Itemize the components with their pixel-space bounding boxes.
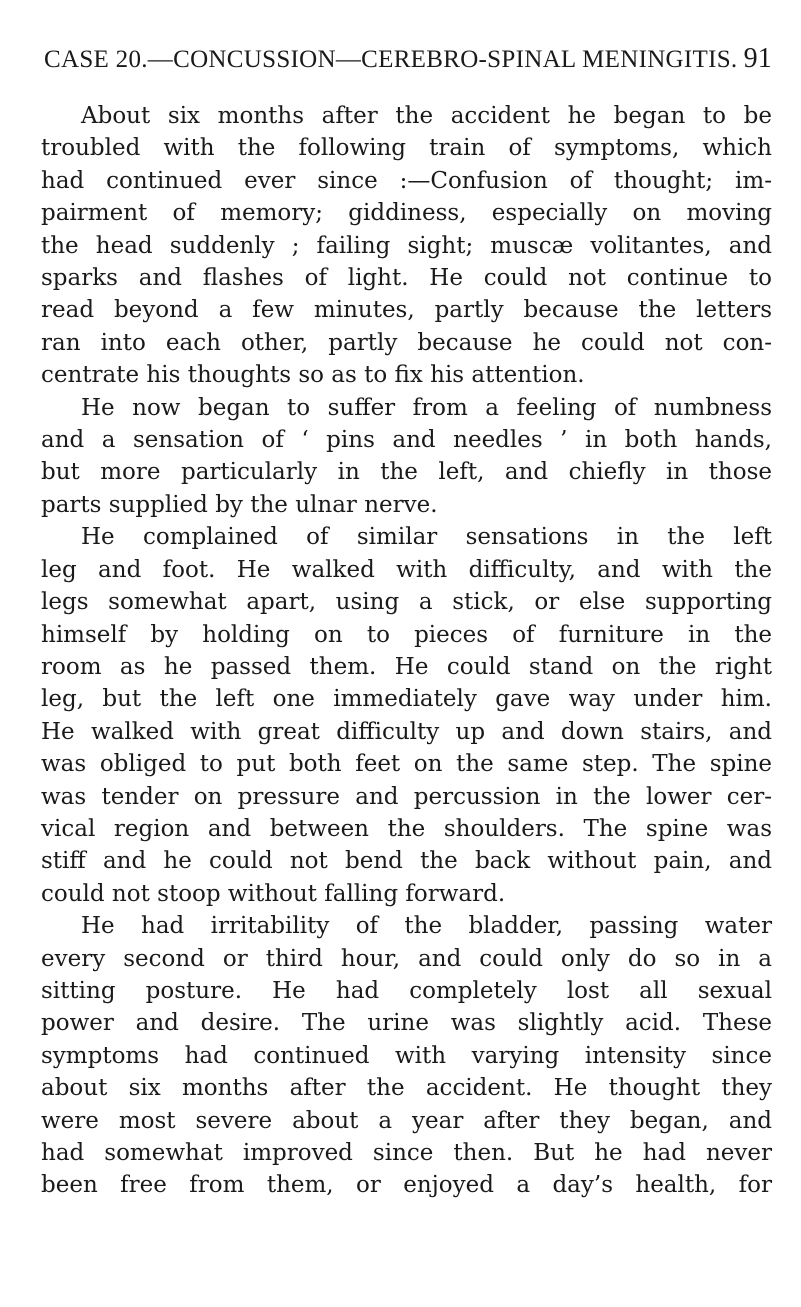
text-line: and a sensation of ‘ pins and needles ’ in both hands, [41,427,772,454]
text-line: pairment of memory; giddiness, especially on moving [41,200,772,227]
text-line: troubled with the following train of symptoms, which [41,135,772,162]
text-line: had continued ever since :—Confusion of thought; im- [41,167,772,194]
text-line: parts supplied by the ulnar nerve. [41,491,438,518]
page-number: 91 [743,43,772,74]
paragraph-1 [41,100,772,392]
text-line: sitting posture. He had completely lost all sexual [41,977,772,1004]
text-line: centrate his thoughts so as to fix his attention. [41,362,585,389]
text-line: room as he passed them. He could stand on the right [41,653,772,680]
text-line: were most severe about a year after they began, and [41,1107,772,1134]
text-line: symptoms had continued with varying intensity since [41,1042,772,1069]
paragraph-3 [41,521,772,910]
text-line: read beyond a few minutes, partly because the letters [41,297,772,324]
text-line: ran into each other, partly because he could not con- [41,329,772,356]
body-text [41,100,772,1202]
paragraph-2 [41,392,772,522]
text-line: was obliged to put both feet on the same step. The spine [41,751,772,778]
text-line: had somewhat improved since then. But he had never [41,1140,772,1166]
text-line: He now began to suffer from a feeling of numbness [81,394,772,421]
text-line: about six months after the accident. He thought they [41,1075,772,1102]
text-line: leg, but the left one immediately gave way under him. [41,686,772,713]
text-line: legs somewhat apart, using a stick, or else supporting [41,589,772,616]
text-line: the head suddenly ; failing sight; muscæ volitantes, and [41,232,772,259]
chapter-title: CASE 20.—CONCUSSION—CEREBRO-SPINAL MENINGITIS. [44,46,738,73]
text-line: About six months after the accident he began to be [81,103,772,129]
text-line: but more particularly in the left, and chiefly in those [41,459,772,486]
text-line: himself by holding on to pieces of furniture in the [41,621,772,648]
text-line: vical region and between the shoulders. The spine was [41,815,772,842]
text-line: sparks and flashes of light. He could not continue to [41,265,772,292]
text-line: leg and foot. He walked with difficulty, and with the [41,556,772,583]
text-line: could not stoop without falling forward. [41,880,506,907]
text-line: been free from them, or enjoyed a day’s health, for [41,1172,772,1199]
paragraph-4 [41,910,772,1202]
text-line: He complained of similar sensations in the left [81,524,772,551]
text-line: He walked with great difficulty up and down stairs, and [41,718,772,745]
text-line: He had irritability of the bladder, passing water [81,913,772,940]
text-line: stiff and he could not bend the back without pain, and [41,848,772,875]
text-line: power and desire. The urine was slightly acid. These [41,1010,772,1037]
text-line: was tender on pressure and percussion in the lower cer- [41,783,772,810]
running-head [44,44,772,75]
text-line: every second or third hour, and could only do so in a [41,945,772,972]
